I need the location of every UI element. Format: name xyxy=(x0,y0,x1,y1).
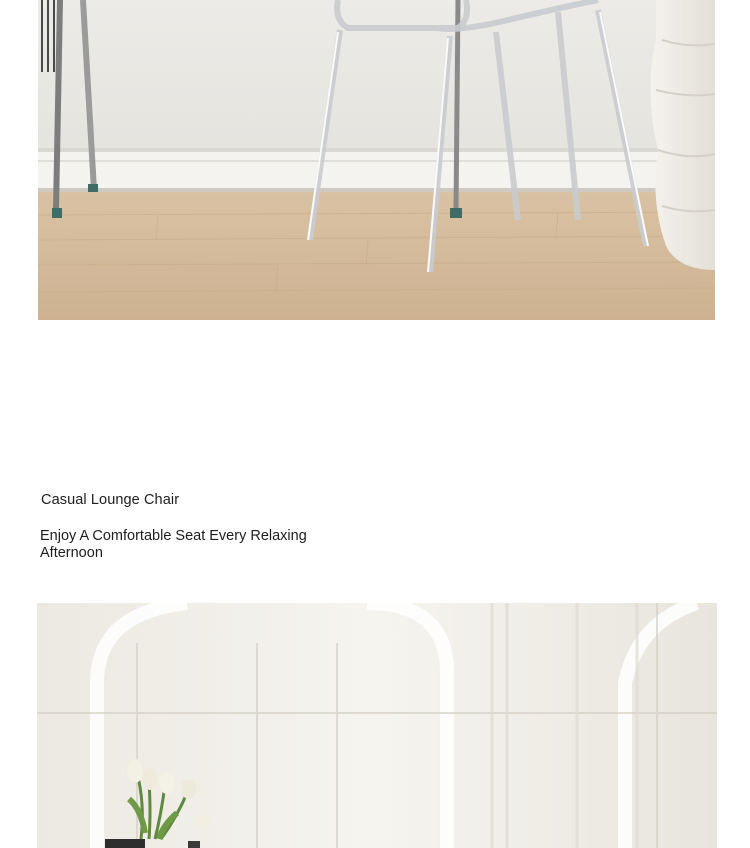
product-photo-chair xyxy=(38,0,715,320)
product-caption xyxy=(37,486,327,566)
product-subtitle: Enjoy A Comfortable Seat Every Relaxing Afternoon xyxy=(40,528,307,561)
product-photo-curtains xyxy=(37,603,717,848)
product-title: Casual Lounge Chair xyxy=(41,492,180,508)
